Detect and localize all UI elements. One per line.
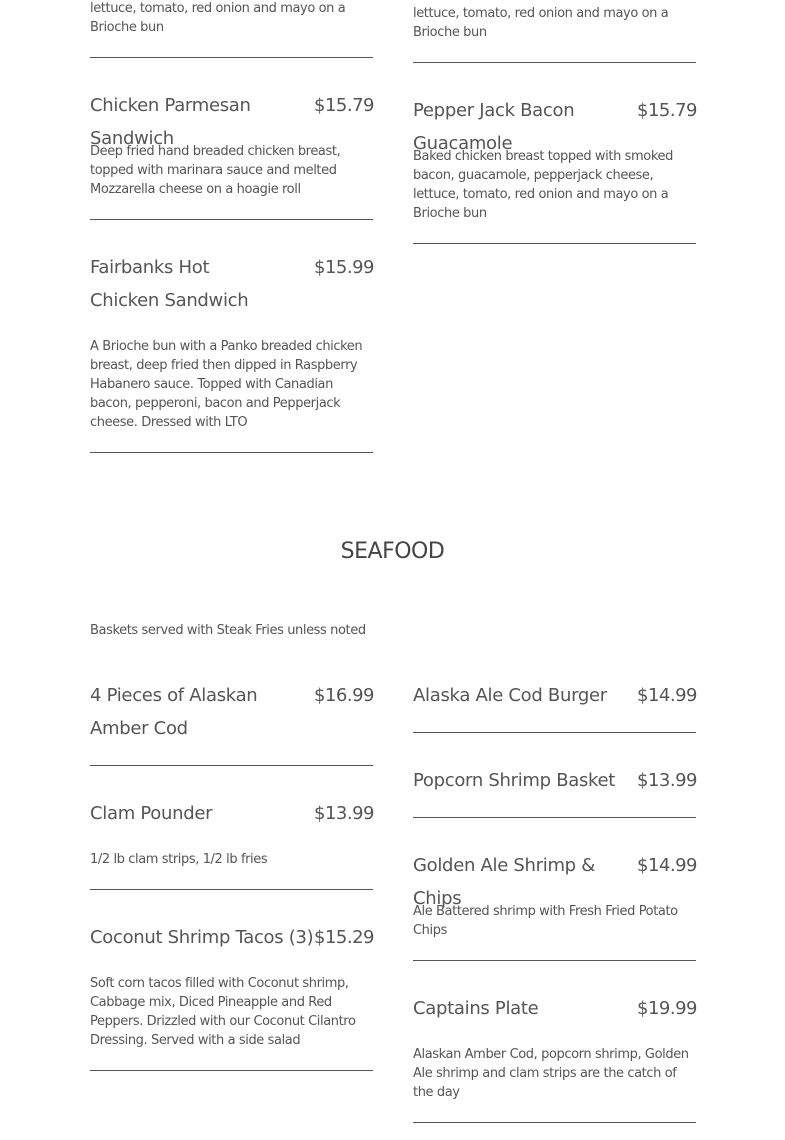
item-name: Popcorn Shrimp Basket: [413, 770, 616, 791]
item-price: $15.79: [314, 95, 374, 116]
item-name: Alaska Ale Cod Burger: [413, 685, 607, 706]
menu-item-coconut-shrimp-tacos: [90, 921, 373, 1071]
menu-item-alaskan-amber-cod: [90, 679, 373, 766]
item-description: Deep fried hand breaded chicken breast, topped with marinara sauce and melted Mozzarella cheese on a hoagie roll: [90, 144, 341, 197]
item-description: 1/2 lb clam strips, 1/2 lb fries: [90, 852, 268, 867]
item-price: $13.99: [314, 803, 374, 824]
item-description: Alaskan Amber Cod, popcorn shrimp, Golden Ale shrimp and clam strips are the catch of the day: [413, 1047, 689, 1100]
item-price: $14.99: [637, 855, 697, 876]
item-description: Baked chicken breast topped with smoked bacon, guacamole, pepperjack cheese, lettuce, tomato, red onion and mayo on a Brioche bun: [413, 149, 673, 221]
menu-item-pepper-jack-bacon-guacamole: [413, 94, 696, 244]
item-price: $15.99: [314, 257, 374, 278]
menu-item-partial-right: [413, 0, 696, 63]
item-name: 4 Pieces of Alaskan Amber Cod: [90, 685, 258, 739]
item-name: Pepper Jack Bacon Guacamole: [413, 100, 575, 154]
item-description: lettuce, tomato, red onion and mayo on a Brioche bun: [413, 6, 669, 40]
item-name: Clam Pounder: [90, 803, 213, 824]
item-price: $19.99: [637, 998, 697, 1019]
menu-item-chicken-parmesan: [90, 89, 373, 220]
item-price: $15.79: [637, 100, 697, 121]
item-description: A Brioche bun with a Panko breaded chicken breast, deep fried then dipped in Raspberry Habanero sauce. Topped with Canadian bacon, pepperoni, bacon and Pepperjack cheese. Dressed with LTO: [90, 339, 363, 430]
item-name: Golden Ale Shrimp & Chips: [413, 855, 595, 909]
item-name: Chicken Parmesan Sandwich: [90, 95, 251, 149]
menu-item-clam-pounder: [90, 797, 373, 890]
item-description: lettuce, tomato, red onion and mayo on a Brioche bun: [90, 1, 346, 35]
item-name: Coconut Shrimp Tacos (3): [90, 927, 314, 948]
menu-item-popcorn-shrimp-basket: [413, 764, 696, 818]
menu-item-alaska-ale-cod-burger: [413, 679, 696, 733]
item-description: Soft corn tacos filled with Coconut shrimp, Cabbage mix, Diced Pineapple and Red Peppers. Drizzled with our Coconut Cilantro Dressing. Served with a side salad: [90, 976, 356, 1048]
item-name: Fairbanks Hot Chicken Sandwich: [90, 257, 249, 311]
menu-item-golden-ale-shrimp: [413, 849, 696, 961]
item-price: $14.99: [637, 685, 697, 706]
item-description: Ale Battered shrimp with Fresh Fried Potato Chips: [413, 904, 678, 938]
item-name: Captains Plate: [413, 998, 539, 1019]
menu-item-fairbanks-hot-chicken: [90, 251, 373, 453]
menu-item-partial-left: [90, 0, 373, 58]
section-title-seafood: SEAFOOD: [340, 539, 445, 564]
item-price: $15.29: [314, 927, 374, 948]
item-price: $13.99: [637, 770, 697, 791]
menu-item-captains-plate: [413, 992, 696, 1123]
section-note: Baskets served with Steak Fries unless noted: [90, 623, 366, 638]
item-price: $16.99: [314, 685, 374, 706]
